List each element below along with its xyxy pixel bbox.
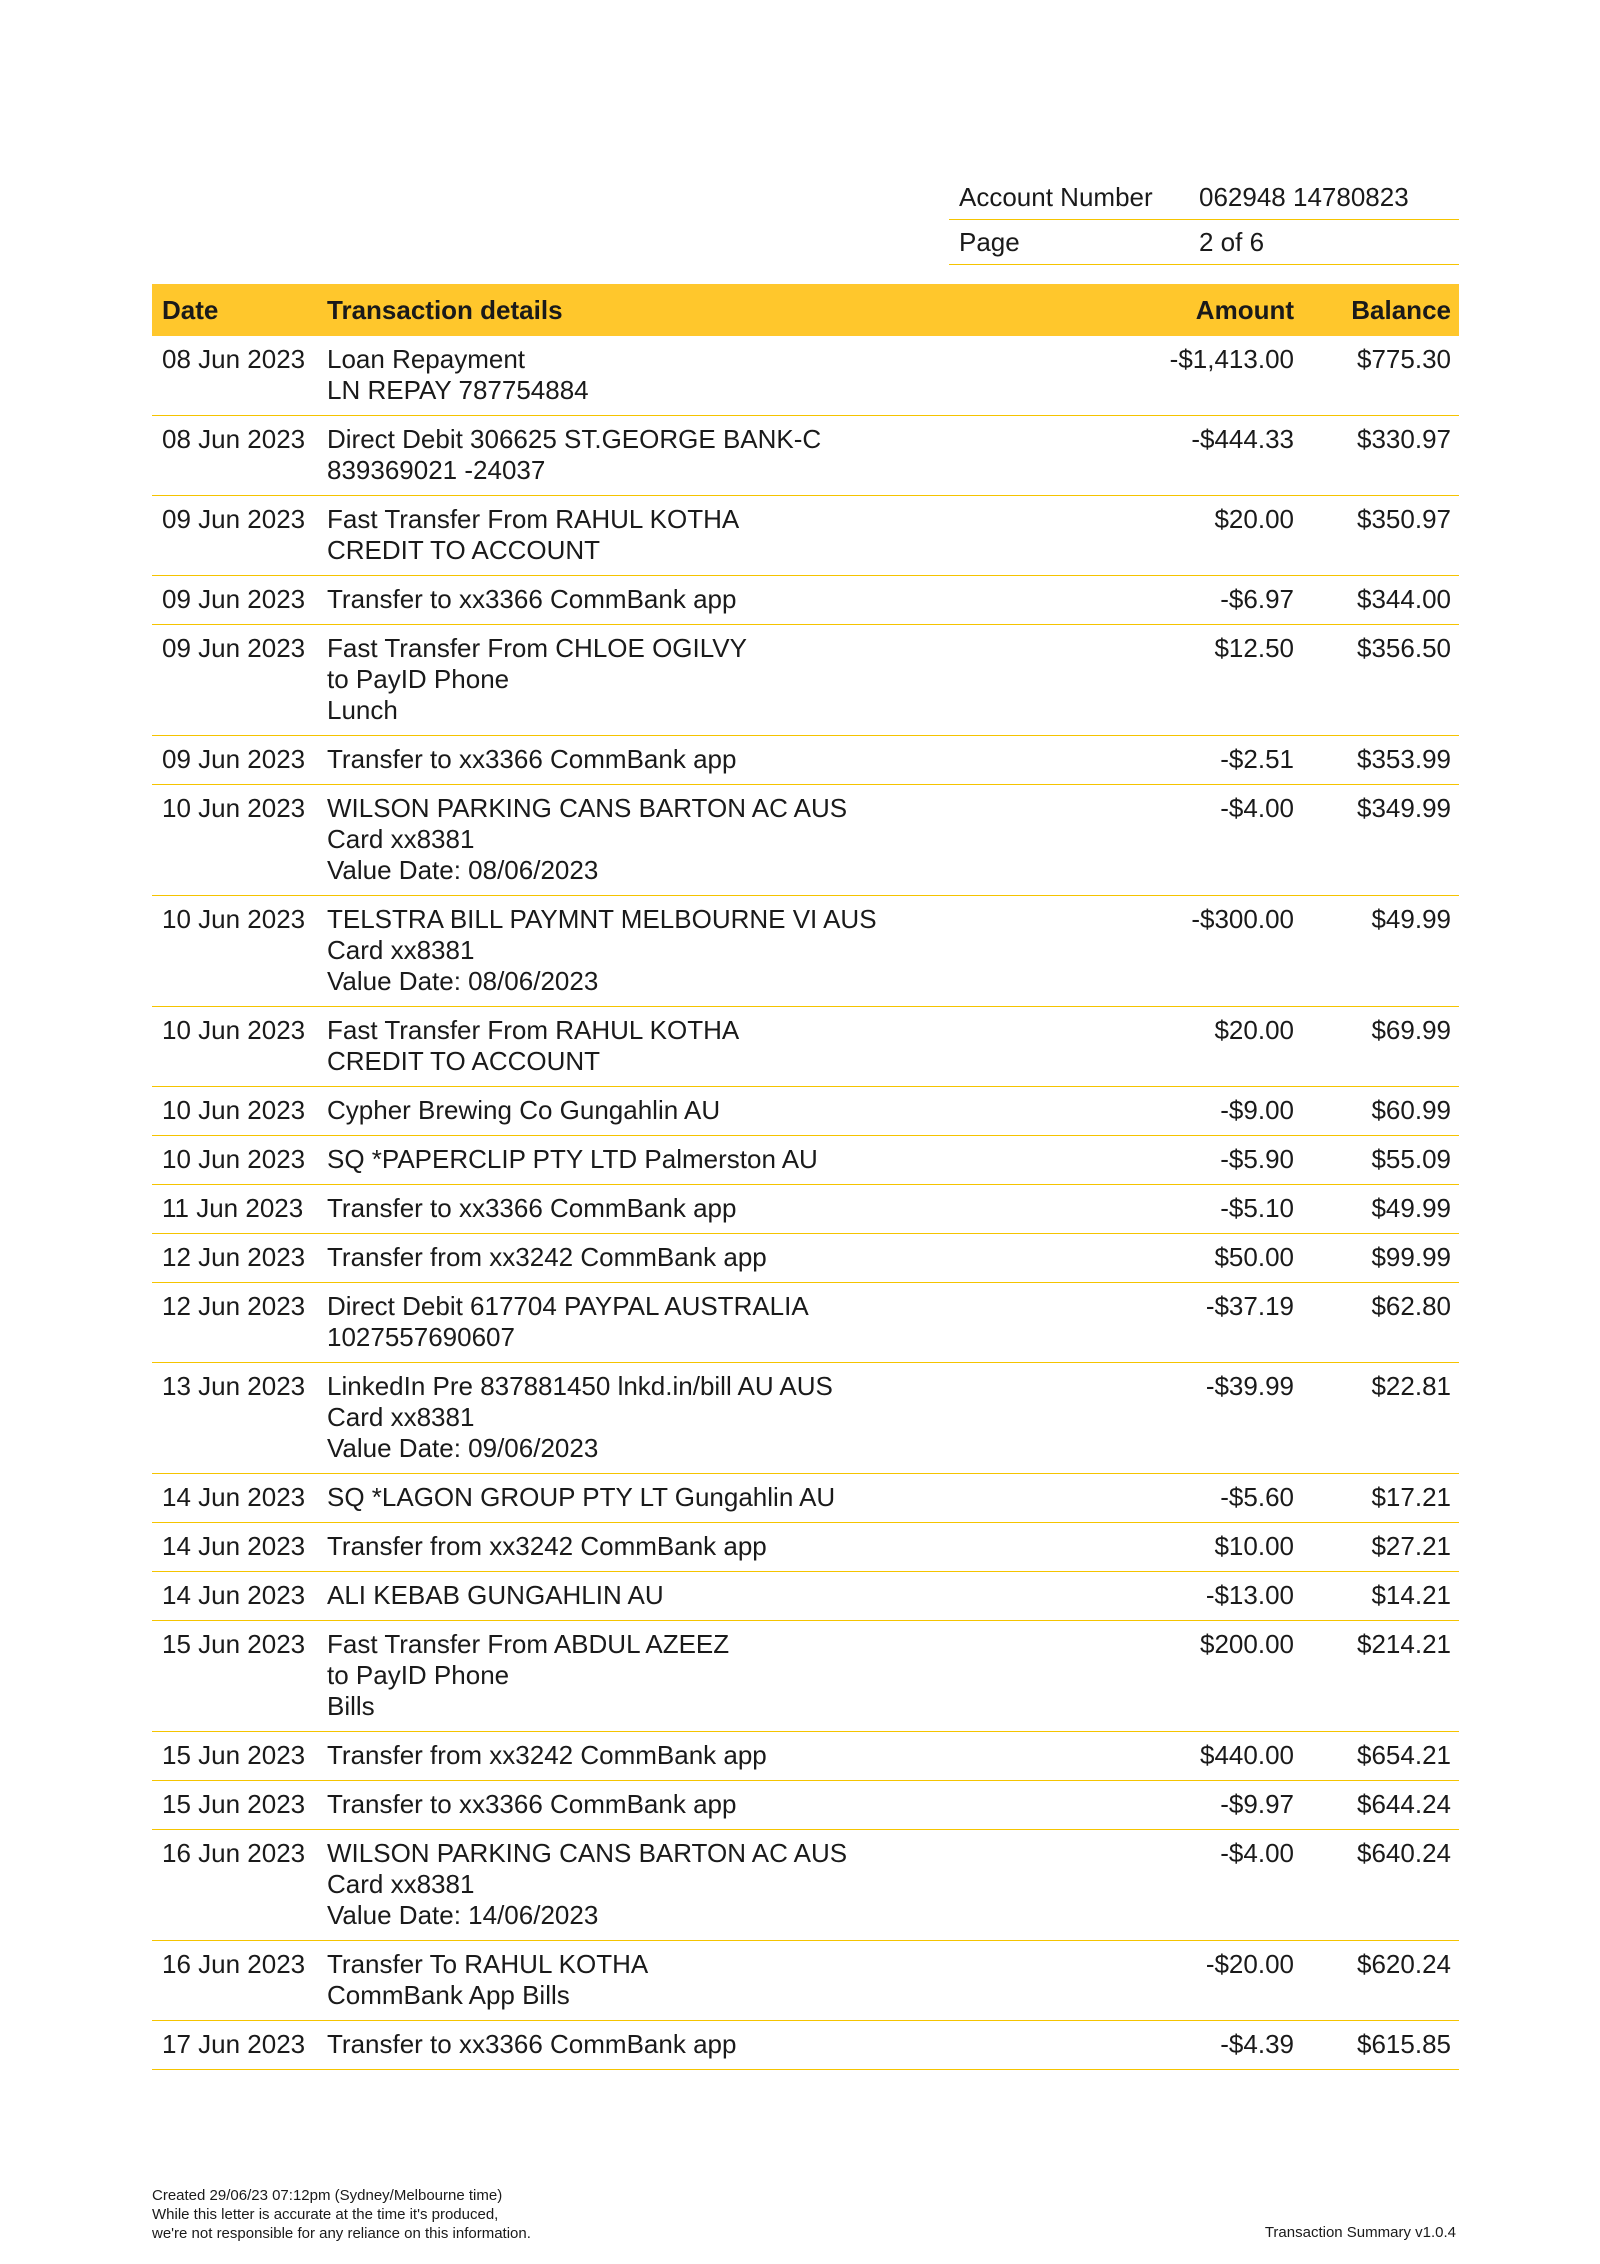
row-details xyxy=(327,1531,1084,1562)
row-amount: -$4.00 xyxy=(1220,1838,1294,1868)
row-balance: $615.85 xyxy=(1357,2029,1451,2059)
header-balance: Balance xyxy=(1351,294,1451,325)
row-date: 09 Jun 2023 xyxy=(162,584,306,614)
row-details-line: Fast Transfer From CHLOE OGILVY xyxy=(327,633,747,663)
row-date: 10 Jun 2023 xyxy=(162,793,306,823)
account-number-row xyxy=(949,175,1459,220)
row-details-line: TELSTRA BILL PAYMNT MELBOURNE VI AUS xyxy=(327,904,877,934)
table-row xyxy=(152,1523,1459,1572)
table-row xyxy=(152,1830,1459,1941)
account-number-value: 062948 14780823 xyxy=(1199,181,1409,212)
row-amount: $440.00 xyxy=(1200,1740,1294,1770)
row-details xyxy=(327,1144,1084,1175)
table-row xyxy=(152,1941,1459,2021)
page-row xyxy=(949,220,1459,265)
row-amount: -$6.97 xyxy=(1220,584,1294,614)
row-details xyxy=(327,1838,1084,1931)
row-amount: -$4.39 xyxy=(1220,2029,1294,2059)
row-details-line: Value Date: 08/06/2023 xyxy=(327,855,599,885)
row-details-line: Fast Transfer From ABDUL AZEEZ xyxy=(327,1629,730,1659)
row-details-line: Card xx8381 xyxy=(327,1869,475,1899)
account-info xyxy=(949,175,1459,265)
row-details-line: Value Date: 09/06/2023 xyxy=(327,1433,599,1463)
row-balance: $99.99 xyxy=(1371,1242,1451,1272)
row-date: 11 Jun 2023 xyxy=(162,1193,304,1223)
row-amount: $20.00 xyxy=(1214,1015,1294,1045)
transactions-table xyxy=(152,284,1459,2070)
table-row xyxy=(152,1185,1459,1234)
row-details xyxy=(327,1580,1084,1611)
row-balance: $17.21 xyxy=(1371,1482,1451,1512)
row-details-line: Fast Transfer From RAHUL KOTHA xyxy=(327,504,740,534)
footer-notes xyxy=(152,2186,531,2243)
row-details xyxy=(327,1789,1084,1820)
row-details-line: Value Date: 14/06/2023 xyxy=(327,1900,599,1930)
row-date: 17 Jun 2023 xyxy=(162,2029,306,2059)
footer-disclaimer-1: While this letter is accurate at the time it's produced, xyxy=(152,2206,499,2223)
row-amount: -$1,413.00 xyxy=(1169,344,1294,374)
row-amount: -$4.00 xyxy=(1220,793,1294,823)
row-details xyxy=(327,1482,1084,1513)
row-details-line: Card xx8381 xyxy=(327,824,475,854)
row-date: 09 Jun 2023 xyxy=(162,744,306,774)
row-amount: -$13.00 xyxy=(1205,1580,1294,1610)
row-details xyxy=(327,793,1084,886)
row-details xyxy=(327,1291,1084,1353)
row-amount: -$5.60 xyxy=(1220,1482,1294,1512)
row-details-line: WILSON PARKING CANS BARTON AC AUS xyxy=(327,1838,848,1868)
row-amount: -$444.33 xyxy=(1191,424,1294,454)
row-details-line: Lunch xyxy=(327,695,398,725)
row-details-line: Transfer to xx3366 CommBank app xyxy=(327,744,737,774)
footer-created: Created 29/06/23 07:12pm (Sydney/Melbourne time) xyxy=(152,2187,503,2204)
row-balance: $69.99 xyxy=(1371,1015,1451,1045)
row-balance: $344.00 xyxy=(1357,584,1451,614)
table-row xyxy=(152,576,1459,625)
row-details-line: 839369021 -24037 xyxy=(327,455,546,485)
table-row xyxy=(152,1283,1459,1363)
row-date: 10 Jun 2023 xyxy=(162,1015,306,1045)
row-details-line: LinkedIn Pre 837881450 lnkd.in/bill AU AUS xyxy=(327,1371,833,1401)
row-amount: -$9.00 xyxy=(1220,1095,1294,1125)
table-row xyxy=(152,625,1459,736)
row-details-line: Transfer to xx3366 CommBank app xyxy=(327,584,737,614)
table-body xyxy=(152,336,1459,2070)
row-details xyxy=(327,584,1084,615)
row-details-line: Transfer from xx3242 CommBank app xyxy=(327,1242,767,1272)
row-details-line: 1027557690607 xyxy=(327,1322,515,1352)
row-date: 16 Jun 2023 xyxy=(162,1949,306,1979)
row-details xyxy=(327,504,1084,566)
row-amount: $50.00 xyxy=(1214,1242,1294,1272)
row-details xyxy=(327,904,1084,997)
row-date: 14 Jun 2023 xyxy=(162,1580,306,1610)
row-balance: $349.99 xyxy=(1357,793,1451,823)
table-row xyxy=(152,1087,1459,1136)
row-amount: $10.00 xyxy=(1214,1531,1294,1561)
row-date: 10 Jun 2023 xyxy=(162,1144,306,1174)
row-date: 08 Jun 2023 xyxy=(162,424,306,454)
table-row xyxy=(152,336,1459,416)
row-date: 09 Jun 2023 xyxy=(162,633,306,663)
row-balance: $22.81 xyxy=(1371,1371,1451,1401)
row-date: 14 Jun 2023 xyxy=(162,1531,306,1561)
table-header xyxy=(152,284,1459,336)
row-amount: -$5.10 xyxy=(1220,1193,1294,1223)
row-balance: $775.30 xyxy=(1357,344,1451,374)
row-amount: -$37.19 xyxy=(1205,1291,1294,1321)
table-row xyxy=(152,736,1459,785)
footer-disclaimer-2: we're not responsible for any reliance on this information. xyxy=(152,2225,531,2242)
row-date: 14 Jun 2023 xyxy=(162,1482,306,1512)
row-balance: $356.50 xyxy=(1357,633,1451,663)
row-details xyxy=(327,1740,1084,1771)
row-details xyxy=(327,344,1084,406)
table-row xyxy=(152,1136,1459,1185)
row-details-line: Cypher Brewing Co Gungahlin AU xyxy=(327,1095,721,1125)
row-details xyxy=(327,633,1084,726)
row-details xyxy=(327,1629,1084,1722)
row-details-line: Transfer from xx3242 CommBank app xyxy=(327,1740,767,1770)
row-details-line: SQ *LAGON GROUP PTY LT Gungahlin AU xyxy=(327,1482,836,1512)
table-row xyxy=(152,496,1459,576)
page-value: 2 of 6 xyxy=(1199,226,1265,257)
row-amount: -$39.99 xyxy=(1205,1371,1294,1401)
table-row xyxy=(152,416,1459,496)
row-details xyxy=(327,1095,1084,1126)
row-details-line: Bills xyxy=(327,1691,375,1721)
row-balance: $350.97 xyxy=(1357,504,1451,534)
row-amount: $20.00 xyxy=(1214,504,1294,534)
row-balance: $14.21 xyxy=(1371,1580,1451,1610)
row-details xyxy=(327,1371,1084,1464)
row-details xyxy=(327,1015,1084,1077)
row-amount: $12.50 xyxy=(1214,633,1294,663)
row-balance: $654.21 xyxy=(1357,1740,1451,1770)
row-details-line: Fast Transfer From RAHUL KOTHA xyxy=(327,1015,740,1045)
row-details-line: Transfer to xx3366 CommBank app xyxy=(327,1193,737,1223)
table-row xyxy=(152,1474,1459,1523)
row-balance: $330.97 xyxy=(1357,424,1451,454)
row-balance: $60.99 xyxy=(1371,1095,1451,1125)
row-balance: $27.21 xyxy=(1371,1531,1451,1561)
table-row xyxy=(152,1572,1459,1621)
header-amount: Amount xyxy=(1195,294,1294,325)
row-details xyxy=(327,2029,1084,2060)
row-date: 13 Jun 2023 xyxy=(162,1371,306,1401)
row-date: 08 Jun 2023 xyxy=(162,344,306,374)
row-details-line: Transfer to xx3366 CommBank app xyxy=(327,1789,737,1819)
row-amount: -$9.97 xyxy=(1220,1789,1294,1819)
row-details-line: LN REPAY 787754884 xyxy=(327,375,589,405)
row-amount: $200.00 xyxy=(1200,1629,1294,1659)
row-details-line: WILSON PARKING CANS BARTON AC AUS xyxy=(327,793,848,823)
header-details: Transaction details xyxy=(327,294,563,325)
row-balance: $49.99 xyxy=(1371,904,1451,934)
table-row xyxy=(152,1732,1459,1781)
row-details xyxy=(327,1242,1084,1273)
row-amount: -$300.00 xyxy=(1191,904,1294,934)
row-details-line: Transfer To RAHUL KOTHA xyxy=(327,1949,649,1979)
row-details-line: Loan Repayment xyxy=(327,344,526,374)
row-details-line: Value Date: 08/06/2023 xyxy=(327,966,599,996)
table-row xyxy=(152,2021,1459,2070)
row-details-line: Direct Debit 306625 ST.GEORGE BANK-C xyxy=(327,424,822,454)
row-balance: $353.99 xyxy=(1357,744,1451,774)
table-row xyxy=(152,1781,1459,1830)
row-details xyxy=(327,424,1084,486)
row-amount: -$20.00 xyxy=(1205,1949,1294,1979)
row-details-line: CommBank App Bills xyxy=(327,1980,570,2010)
row-details-line: Card xx8381 xyxy=(327,1402,475,1432)
row-balance: $620.24 xyxy=(1357,1949,1451,1979)
table-row xyxy=(152,1621,1459,1732)
table-row xyxy=(152,1007,1459,1087)
row-balance: $214.21 xyxy=(1357,1629,1451,1659)
row-details-line: Transfer to xx3366 CommBank app xyxy=(327,2029,737,2059)
row-details-line: CREDIT TO ACCOUNT xyxy=(327,1046,601,1076)
row-balance: $644.24 xyxy=(1357,1789,1451,1819)
row-details-line: CREDIT TO ACCOUNT xyxy=(327,535,601,565)
row-balance: $49.99 xyxy=(1371,1193,1451,1223)
row-date: 16 Jun 2023 xyxy=(162,1838,306,1868)
row-date: 10 Jun 2023 xyxy=(162,1095,306,1125)
row-date: 09 Jun 2023 xyxy=(162,504,306,534)
row-balance: $640.24 xyxy=(1357,1838,1451,1868)
row-details-line: Transfer from xx3242 CommBank app xyxy=(327,1531,767,1561)
row-date: 12 Jun 2023 xyxy=(162,1291,306,1321)
table-row xyxy=(152,896,1459,1007)
row-date: 10 Jun 2023 xyxy=(162,904,306,934)
table-row xyxy=(152,1363,1459,1474)
account-number-label: Account Number xyxy=(959,181,1153,212)
row-amount: -$5.90 xyxy=(1220,1144,1294,1174)
row-date: 15 Jun 2023 xyxy=(162,1789,306,1819)
row-balance: $55.09 xyxy=(1371,1144,1451,1174)
row-details xyxy=(327,1193,1084,1224)
row-details xyxy=(327,744,1084,775)
header-date: Date xyxy=(162,294,219,325)
table-row xyxy=(152,1234,1459,1283)
row-balance: $62.80 xyxy=(1371,1291,1451,1321)
table-row xyxy=(152,785,1459,896)
row-amount: -$2.51 xyxy=(1220,744,1294,774)
row-details-line: to PayID Phone xyxy=(327,1660,510,1690)
row-details xyxy=(327,1949,1084,2011)
row-details-line: ALI KEBAB GUNGAHLIN AU xyxy=(327,1580,664,1610)
row-date: 15 Jun 2023 xyxy=(162,1740,306,1770)
footer-version: Transaction Summary v1.0.4 xyxy=(1264,2224,1456,2241)
row-details-line: to PayID Phone xyxy=(327,664,510,694)
page-label: Page xyxy=(959,226,1020,257)
row-details-line: Direct Debit 617704 PAYPAL AUSTRALIA xyxy=(327,1291,809,1321)
row-details-line: SQ *PAPERCLIP PTY LTD Palmerston AU xyxy=(327,1144,818,1174)
row-details-line: Card xx8381 xyxy=(327,935,475,965)
row-date: 15 Jun 2023 xyxy=(162,1629,306,1659)
row-date: 12 Jun 2023 xyxy=(162,1242,306,1272)
